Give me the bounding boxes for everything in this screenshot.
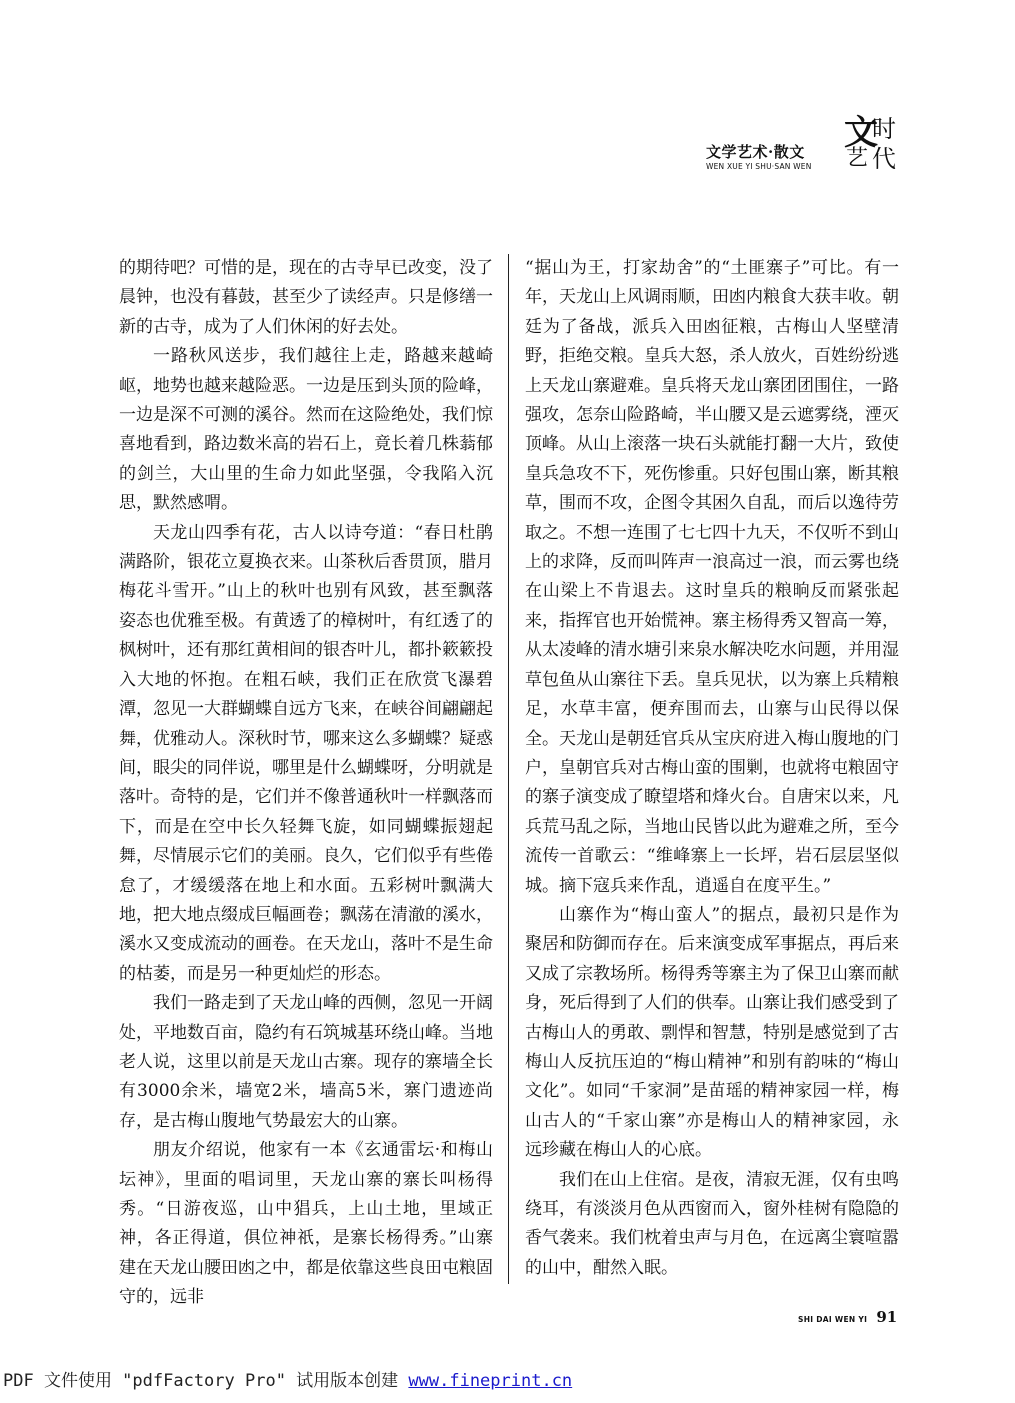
article-column-left xyxy=(119,254,493,1313)
paragraph: 天龙山四季有花，古人以诗夸道：“春日杜鹃满路阶，银花立夏换衣来。山茶秋后香贯顶，腊月梅花斗雪开。”山上的秋叶也别有风致，甚至飘落姿态也优雅至极。有黄透了的樟树叶，有红透了的枫树叶，还有那红黄相间的银杏叶儿，都扑簌簌投入大地的怀抱。在粗石峡，我们正在欣赏飞瀑碧潭，忽见一大群蝴蝶自远方飞来，在峡谷间翩翩起舞，优雅动人。深秋时节，哪来这么多蝴蝶？疑惑间，眼尖的同伴说，哪里是什么蝴蝶呀，分明就是落叶。奇特的是，它们并不像普通秋叶一样飘落而下，而是在空中长久轻舞飞旋，如同蝴蝶振翅起舞，尽情展示它们的美丽。良久，它们似乎有些倦怠了，才缓缓落在地上和水面。五彩树叶飘满大地，把大地点缀成巨幅画卷；飘荡在清澈的溪水，溪水又变成流动的画卷。在天龙山，落叶不是生命的枯萎，而是另一种更灿烂的形态。 xyxy=(119,522,493,984)
watermark-text: PDF 文件使用 "pdfFactory Pro" 试用版本创建 xyxy=(3,1371,409,1391)
watermark-link[interactable]: www.fineprint.cn xyxy=(408,1371,573,1391)
paragraph: 朋友介绍说，他家有一本《玄通雷坛·和梅山坛神》，里面的唱词里，天龙山寨的寨长叫杨得秀。“日游夜巡，山中猖兵，上山土地，里域正神，各正得道，俱位神祇，是寨长杨得秀。”山寨建在天龙山腰田凼之中，都是依靠这些良田屯粮固守的，远非 xyxy=(119,1140,493,1308)
page-number: 91 xyxy=(876,1308,898,1326)
paragraph: 一路秋风送步，我们越往上走，路越来越崎岖，地势也越来越险恶。一边是压到头顶的险峰，一边是深不可测的溪谷。然而在这险绝处，我们惊喜地看到，路边数米高的岩石上，竟长着几株蓊郁的剑兰，大山里的生命力如此坚强，令我陷入沉思，默然感喟。 xyxy=(119,346,493,514)
section-category-pinyin: WEN XUE YI SHU·SAN WEN xyxy=(706,162,812,171)
footer-brand: SHI DAI WEN YI xyxy=(798,1315,868,1324)
pdf-watermark xyxy=(3,1366,572,1391)
logo-char-shi: 时 xyxy=(872,115,896,143)
paragraph: 的期待吧？可惜的是，现在的古寺早已改变，没了晨钟，也没有暮鼓，甚至少了读经声。只是修缮一新的古寺，成为了人们休闲的好去处。 xyxy=(119,258,493,337)
page-footer xyxy=(798,1307,897,1326)
paragraph: 我们在山上住宿。是夜，清寂无涯，仅有虫鸣绕耳，有淡淡月色从西窗而入，窗外桂树有隐隐的香气袭来。我们枕着虫声与月色，在远离尘寰喧嚣的山中，酣然入眠。 xyxy=(525,1169,899,1278)
paragraph: “据山为王，打家劫舍”的“土匪寨子”可比。有一年，天龙山上风调雨顺，田凼内粮食大获丰收。朝廷为了备战，派兵入田凼征粮，古梅山人坚壁清野，拒绝交粮。皇兵大怒，杀人放火，百姓纷纷逃上天龙山寨避难。皇兵将天龙山寨团团围住，一路强攻，怎奈山险路崎，半山腰又是云遮雾绕，湮灭顶峰。从山上滚落一块石头就能打翻一大片，致使皇兵急攻不下，死伤惨重。只好包围山寨，断其粮草，围而不攻，企图令其困久自乱，而后以逸待劳取之。不想一连围了七七四十九天，不仅听不到山上的求降，反而叫阵声一浪高过一浪，而云雾也绕在山梁上不肯退去。这时皇兵的粮晌反而紧张起来，指挥官也开始慌神。寨主杨得秀又智高一筹，从太凌峰的清水塘引来泉水解决吃水问题，并用湿草包鱼从山寨往下丢。皇兵见状，以为寨上兵精粮足，水草丰富，便弃围而去，山寨与山民得以保全。天龙山是朝廷官兵从宝庆府进入梅山腹地的门户，皇朝官兵对古梅山蛮的围剿，也就将屯粮固守的寨子演变成了瞭望塔和烽火台。自唐宋以来，凡兵荒马乱之际，当地山民皆以此为避难之所，至今流传一首歌云：“维峰寨上一长坪，岩石层层坚似城。摘下寇兵来作乱，逍遥自在度平生。” xyxy=(525,258,899,896)
paragraph: 山寨作为“梅山蛮人”的据点，最初只是作为聚居和防御而存在。后来演变成军事据点，再后来又成了宗教场所。杨得秀等寨主为了保卫山寨而献身，死后得到了人们的供奉。山寨让我们感受到了古梅山人的勇敢、剽悍和智慧，特别是感觉到了古梅山人反抗压迫的“梅山精神”和别有韵味的“梅山文化”。如同“千家洞”是苗瑶的精神家园一样，梅山古人的“千家山寨”亦是梅山人的精神家园，永远珍藏在梅山人的心底。 xyxy=(525,904,899,1161)
section-category: 文学艺术·散文 xyxy=(706,143,805,161)
logo-char-dai: 代 xyxy=(872,145,896,173)
column-divider xyxy=(508,254,509,1284)
logo-char-wen: 文 xyxy=(844,113,878,153)
logo-char-yi: 艺 xyxy=(846,146,869,171)
article-column-right xyxy=(525,254,899,1283)
paragraph: 我们一路走到了天龙山峰的西侧，忽见一开阔处，平地数百亩，隐约有石筑城基环绕山峰。当地老人说，这里以前是天龙山古寨。现存的寨墙全长有3000余米，墙宽2米，墙高5米，寨门遗迹尚存，是古梅山腹地气势最宏大的山寨。 xyxy=(119,993,493,1131)
magazine-logo xyxy=(842,113,900,174)
